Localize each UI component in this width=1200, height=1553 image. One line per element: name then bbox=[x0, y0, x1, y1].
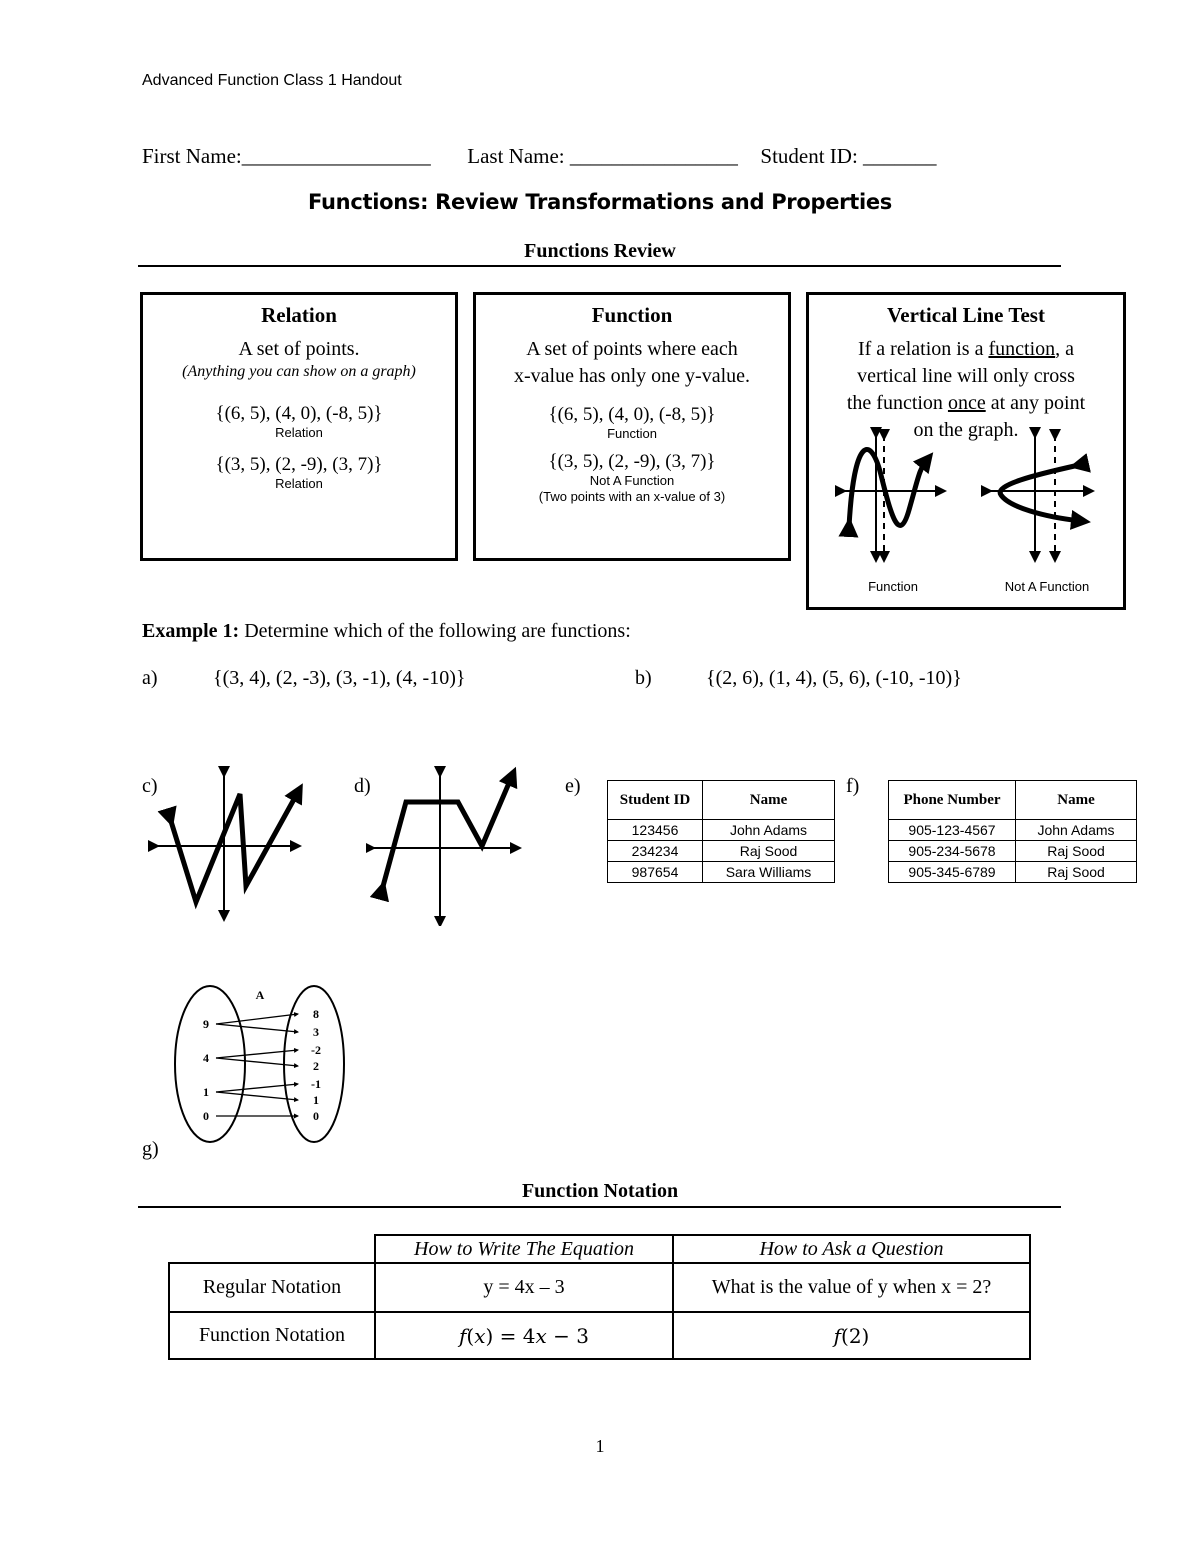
example-1-prompt: Example 1: Determine which of the following are functions: bbox=[142, 620, 631, 642]
first-name-field[interactable]: First Name:__________________ bbox=[142, 144, 431, 168]
question-d-label: d) bbox=[354, 775, 371, 797]
relation-set-1: {(6, 5), (4, 0), (-8, 5)} bbox=[215, 403, 383, 424]
question-a-set: {(3, 4), (2, -3), (3, -1), (4, -10)} bbox=[213, 667, 466, 689]
function-caption-2: Not A Function bbox=[589, 473, 675, 488]
question-g-label: g) bbox=[142, 1138, 159, 1160]
relation-caption-2: Relation bbox=[275, 476, 323, 491]
function-definition-1: A set of points where each bbox=[526, 338, 738, 360]
domain-value: 4 bbox=[203, 1051, 209, 1065]
graph-c bbox=[148, 766, 304, 922]
table-row: 905-123-4567 John Adams bbox=[889, 820, 1137, 841]
col-header-question: How to Ask a Question bbox=[673, 1235, 1030, 1263]
function-title: Function bbox=[591, 303, 673, 327]
domain-value: 0 bbox=[203, 1109, 209, 1123]
table-row: 123456 John Adams bbox=[608, 820, 835, 841]
table-row: 905-234-5678 Raj Sood bbox=[889, 841, 1137, 862]
blank-corner-cell bbox=[169, 1235, 375, 1263]
function-caption-1: Function bbox=[607, 426, 657, 441]
range-value: -1 bbox=[311, 1077, 321, 1091]
function-caption-3: (Two points with an x-value of 3) bbox=[538, 489, 726, 504]
col-header-equation: How to Write The Equation bbox=[375, 1235, 673, 1263]
relation-title: Relation bbox=[261, 303, 337, 327]
vlt-title: Vertical Line Test bbox=[887, 303, 1045, 327]
vlt-caption-not-function: Not A Function bbox=[1004, 579, 1090, 594]
table-f-header-name: Name bbox=[1016, 781, 1137, 820]
range-value: 0 bbox=[313, 1109, 319, 1123]
document-header: Advanced Function Class 1 Handout bbox=[142, 72, 402, 89]
domain-value: 1 bbox=[203, 1085, 209, 1099]
relation-note: (Anything you can show on a graph) bbox=[182, 363, 416, 380]
function-equation: 𝑓(𝑥) = 4𝑥 − 3 bbox=[375, 1312, 673, 1359]
vertical-line-test-box bbox=[806, 292, 1126, 610]
relation-set-2: {(3, 5), (2, -9), (3, 7)} bbox=[215, 454, 383, 475]
question-e-label: e) bbox=[565, 775, 581, 797]
name-row bbox=[142, 144, 937, 169]
range-value: -2 bbox=[311, 1043, 321, 1057]
table-row: 987654 Sara Williams bbox=[608, 862, 835, 883]
question-a-label: a) bbox=[142, 667, 158, 689]
function-definition-2: x-value has only one y-value. bbox=[513, 365, 751, 387]
mapping-label: A bbox=[255, 988, 265, 1002]
vlt-graphs-figure bbox=[809, 295, 1123, 607]
table-row bbox=[169, 1312, 1030, 1359]
notation-table bbox=[168, 1234, 1031, 1360]
functions-review-heading: Functions Review bbox=[524, 240, 676, 262]
relation-definition: A set of points. bbox=[238, 338, 360, 360]
regular-equation: y = 4x – 3 bbox=[375, 1263, 673, 1312]
function-set-1: {(6, 5), (4, 0), (-8, 5)} bbox=[548, 404, 716, 425]
vlt-line-1: If a relation is a function, a bbox=[857, 338, 1075, 360]
table-row: 234234 Raj Sood bbox=[608, 841, 835, 862]
row-label-regular: Regular Notation bbox=[169, 1263, 375, 1312]
range-value: 8 bbox=[313, 1007, 319, 1021]
table-e-header-name: Name bbox=[703, 781, 835, 820]
function-notation-heading: Function Notation bbox=[521, 1180, 679, 1202]
vlt-line-3: the function once at any point bbox=[846, 392, 1086, 414]
table-e-header-id: Student ID bbox=[608, 781, 703, 820]
vlt-caption-function: Function bbox=[868, 579, 918, 594]
last-name-field[interactable]: Last Name: ________________ bbox=[467, 144, 738, 168]
vlt-function-graph bbox=[841, 433, 941, 557]
domain-oval bbox=[175, 986, 245, 1142]
question-f-label: f) bbox=[846, 775, 860, 797]
vlt-line-2: vertical line will only cross bbox=[857, 365, 1075, 387]
question-b-label: b) bbox=[635, 667, 652, 689]
function-set-2: {(3, 5), (2, -9), (3, 7)} bbox=[548, 451, 716, 472]
table-f bbox=[888, 780, 1137, 883]
table-row: 905-345-6789 Raj Sood bbox=[889, 862, 1137, 883]
relation-caption-1: Relation bbox=[275, 425, 323, 440]
regular-question: What is the value of y when x = 2? bbox=[673, 1263, 1030, 1312]
table-f-header-phone: Phone Number bbox=[889, 781, 1016, 820]
question-b-set: {(2, 6), (1, 4), (5, 6), (-10, -10)} bbox=[706, 667, 962, 689]
section-rule bbox=[138, 265, 1061, 267]
student-id-field[interactable]: Student ID: _______ bbox=[760, 144, 937, 168]
vlt-not-function-graph bbox=[987, 433, 1089, 557]
section-rule bbox=[138, 1206, 1061, 1208]
range-value: 3 bbox=[313, 1025, 319, 1039]
function-question: 𝑓(2) bbox=[673, 1312, 1030, 1359]
graph-d bbox=[366, 766, 522, 926]
vlt-line-4: on the graph. bbox=[913, 419, 1019, 441]
relation-box bbox=[140, 292, 458, 561]
range-value: 1 bbox=[313, 1093, 319, 1107]
table-e bbox=[607, 780, 835, 883]
table-row bbox=[169, 1263, 1030, 1312]
function-box bbox=[473, 292, 791, 561]
page-number: 1 bbox=[595, 1436, 605, 1456]
question-c-label: c) bbox=[142, 775, 158, 797]
mapping-diagram-g bbox=[170, 982, 350, 1148]
domain-value: 9 bbox=[203, 1017, 209, 1031]
page-title: Functions: Review Transformations and Properties bbox=[308, 190, 892, 214]
range-value: 2 bbox=[313, 1059, 319, 1073]
row-label-function: Function Notation bbox=[169, 1312, 375, 1359]
